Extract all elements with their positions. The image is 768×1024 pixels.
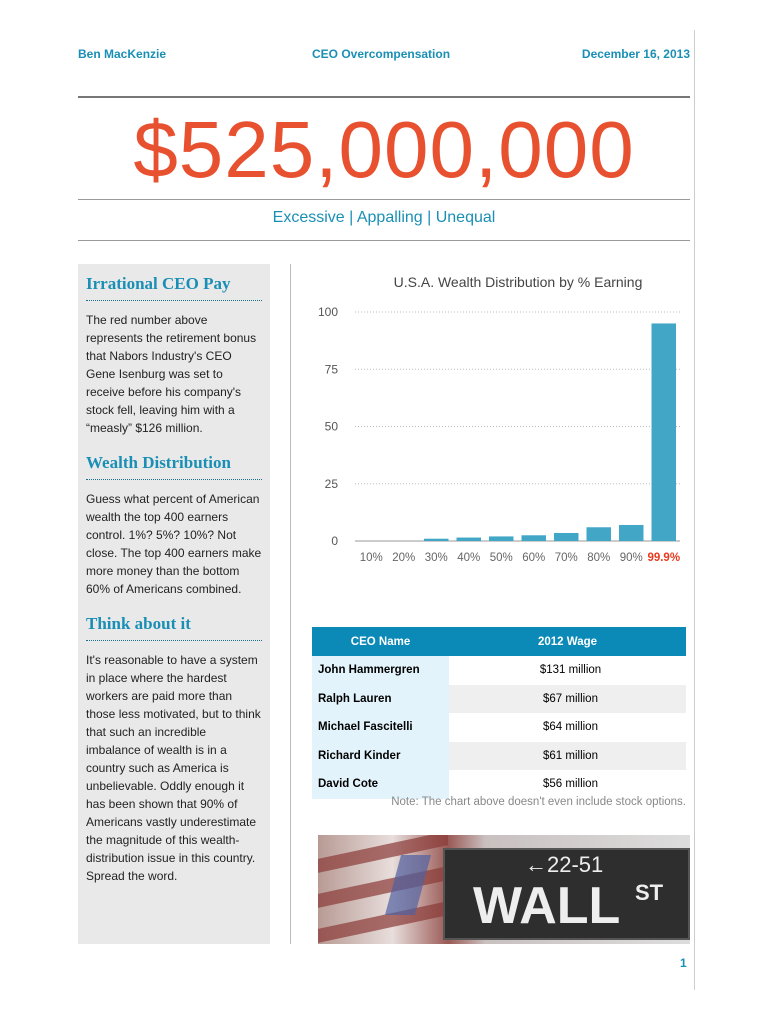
- bar: [554, 533, 579, 541]
- wall-street-photo: [318, 835, 690, 944]
- section-text: The red number above represents the retirement bonus that Nabors Industry's CEO Gene Isenburg was set to receive before his company's stock fell, leaving him with a “measly” $126 million.: [86, 313, 257, 435]
- headline-amount: $525,000,000: [133, 105, 635, 194]
- y-tick-label: 100: [317, 305, 338, 319]
- x-tick-label: 30%: [424, 552, 448, 564]
- sidebar-section-think: [86, 612, 262, 885]
- sidebar-section-pay: [86, 272, 262, 437]
- x-tick-label: 60%: [522, 552, 546, 564]
- ceo-wage: $131 million: [539, 664, 602, 677]
- y-tick-label: 25: [324, 476, 338, 491]
- sign-suffix: ST: [635, 880, 664, 905]
- section-heading: Irrational CEO Pay: [86, 272, 262, 301]
- x-tick-label: 20%: [392, 552, 416, 564]
- table-row: [312, 656, 686, 685]
- bar: [457, 538, 482, 541]
- page-number: 1: [680, 956, 687, 970]
- ceo-wage: $64 million: [543, 721, 598, 734]
- y-tick-label: 75: [324, 362, 338, 377]
- bar: [587, 527, 612, 541]
- section-text: Guess what percent of American wealth the top 400 earners control. 1%? 5%? 10%? Not close. The top 400 earners make more money than the bottom 60% of Americans combined.: [86, 492, 262, 596]
- y-tick-label: 50: [324, 419, 338, 434]
- table-row: [312, 713, 686, 742]
- x-tick-label: 80%: [587, 552, 611, 564]
- table-row: [312, 685, 686, 714]
- bar: [522, 535, 547, 541]
- column-divider: [290, 264, 291, 944]
- bar: [489, 536, 514, 541]
- bar: [619, 525, 644, 541]
- column-header: 2012 Wage: [449, 627, 686, 656]
- ceo-wage: $61 million: [449, 742, 686, 771]
- sidebar-section-wealth: [86, 451, 262, 598]
- wealth-chart: [300, 270, 700, 570]
- x-tick-label: 40%: [457, 552, 481, 564]
- section-heading: Think about it: [86, 612, 262, 641]
- document-date: December 16, 2013: [581, 47, 690, 61]
- divider: [78, 199, 690, 200]
- table-row: [312, 742, 686, 771]
- y-tick-label: 0: [331, 534, 338, 548]
- tagline: Excessive | Appalling | Unequal: [272, 209, 496, 226]
- table-note: Note: The chart above doesn't even include stock options.: [391, 796, 686, 808]
- sign-number: ←22-51: [525, 852, 604, 877]
- ceo-name: Michael Fascitelli: [312, 713, 449, 742]
- ceo-name: John Hammergren: [312, 656, 449, 685]
- x-tick-label: 90%: [619, 552, 643, 564]
- sidebar: [78, 264, 270, 944]
- x-tick-label: 70%: [554, 552, 578, 564]
- ceo-name: David Cote: [312, 770, 449, 799]
- bar: [424, 539, 449, 541]
- section-heading: Wealth Distribution: [86, 451, 262, 480]
- divider: [78, 240, 690, 241]
- section-text: It's reasonable to have a system in place where the hardest workers are paid more than those less motivated, but to think that such an incredible imbalance of wealth is in a country such as America is unbelievable. Oddly enough it has been shown that 90% of Americans vastly underestimate the magnitude of this wealth-distribution issue in this country. Spread the word.: [86, 653, 261, 883]
- bar: [652, 323, 677, 541]
- ceo-wage: $67 million: [449, 685, 686, 714]
- ceo-wage-table: [312, 627, 686, 799]
- divider: [78, 96, 690, 98]
- x-tick-label: 10%: [359, 552, 383, 564]
- ceo-name: Richard Kinder: [312, 742, 449, 771]
- chart-title: U.S.A. Wealth Distribution by % Earning: [393, 274, 643, 290]
- column-header: CEO Name: [312, 627, 449, 656]
- ceo-name: Ralph Lauren: [312, 685, 449, 714]
- document-topic: CEO Overcompensation: [312, 47, 451, 61]
- x-tick-label: 50%: [489, 552, 513, 564]
- street-sign: [443, 848, 690, 940]
- sign-main: WALL: [473, 877, 621, 935]
- x-tick-label: 99.9%: [647, 552, 681, 564]
- author: Ben MacKenzie: [78, 47, 167, 61]
- table-row: [312, 770, 686, 799]
- ceo-wage: $56 million: [543, 778, 598, 791]
